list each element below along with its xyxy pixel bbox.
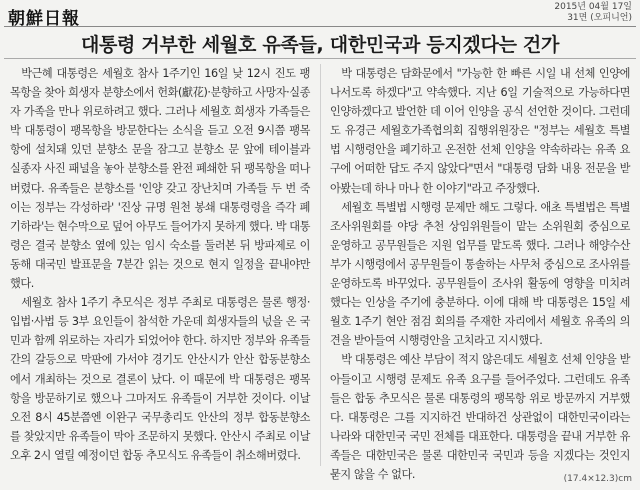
editorial-headline: 대통령 거부한 세월호 유족들, 대한민국과 등지겠다는 건가 — [80, 34, 560, 56]
paragraph: 박 대통령은 담화문에서 "가능한 한 빠른 시일 내 선체 인양에 나서도록 하겠다"고 약속했다. 지난 6일 기술적으로 가능하다면 인양하겠다고 발언한 데 이어 인양을 공식 선언한 것이다. 그런데도 유경근 세월호가족협의회 집행위원장은 "정부는 세월호 특별법 시행령안을 폐기하고 온전한 선체 인양을 약속하라는 유족 요구에 어떠한 답도 주지 않았다"면서 "대통령 담화 내용 전문을 받아봤는데 하나 마나 한 이야기"라고 주장했다. — [330, 67, 630, 195]
headline-rule — [4, 58, 636, 59]
right-column — [330, 64, 630, 484]
newspaper-logo: 朝鮮日報 — [8, 9, 80, 29]
page-section: 31면 (오피니언) — [567, 13, 632, 23]
top-rule — [4, 26, 636, 27]
publish-date: 2015년 04월 17일 — [554, 2, 632, 12]
masthead — [0, 0, 640, 29]
clipping-size-note: (17.4×12.3)cm — [563, 474, 632, 484]
paragraph: 박 대통령은 예산 부담이 적지 않은데도 세월호 선체 인양을 받아들이고 시행령 문제도 유족 요구를 들어주었다. 그런데도 유족들은 합동 추모식은 물론 대통령의 팽목항 위로 방문까지 거부했다. 대통령은 그를 지지하건 반대하건 상관없이 대한민국이라는 나라와 대한민국 국민 전체를 대표한다. 대통령을 끝내 거부한 유족들은 대한민국은 물론 대한민국 국민과 등을 지겠다는 것인지 묻지 않을 수 없다. — [330, 353, 630, 481]
paragraph: 세월호 특별법 시행령 문제만 해도 그렇다. 애초 특별법은 특별조사위원회를 야당 추천 상임위원들이 맡는 소위원회 중심으로 운영하고 공무원들은 지원 업무를 맡도록 했다. 그러나 해양수산부가 시행령에서 공무원들이 통솔하는 사무처 중심으로 조사위를 운영하도록 바꾸었다. 공무원들이 조사위 활동에 영향을 미치려 했다는 인상을 주기에 충분하다. 이에 대해 박 대통령은 15일 세월호 1주기 현안 점검 회의를 주재한 자리에서 세월호 유족의 의견을 받아들여 시행령안을 고치라고 지시했다. — [330, 200, 630, 348]
paragraph: 세월호 참사 1주기 추모식은 정부 주최로 대통령은 물론 행정·입법·사법 등 3부 요인들이 참석한 가운데 희생자들의 넋을 온 국민과 함께 위로하는 자리가 되었어야 한다. 하지만 정부와 유족들 간의 갈등으로 막판에 가서야 경기도 안산시가 안산 합동분향소에서 개최하는 것으로 결론이 났다. 이 때문에 박 대통령은 팽목항을 방문하기로 했으나 그마저도 유족들이 거부한 것이다. 이날 오전 8시 45분쯤엔 이완구 국무총리도 안산의 정부 합동분향소를 찾았지만 유족들이 막아 조문하지 못했다. 안산시 주최로 이날 오후 2시 열릴 예정이던 합동 추모식도 유족들이 취소해버렸다. — [10, 296, 310, 462]
left-column — [10, 64, 310, 465]
dateline — [554, 2, 632, 24]
paragraph: 박근혜 대통령은 세월호 참사 1주기인 16일 낮 12시 진도 팽목항을 찾아 희생자 분향소에서 헌화(獻花)·분향하고 사망자·실종자 가족을 만나 위로하려고 했다. 그러나 세월호 희생자 가족들은 박 대통령이 팽목항을 방문한다는 소식을 듣고 오전 9시쯤 팽목항에 설치돼 있던 분향소 문을 잠그고 분향소 문 앞에 테이블과 실종자 사진 패널을 놓아 분향소를 완전 폐쇄한 뒤 팽목항을 떠나버렸다. 유족들은 분향소를 '인양 갖고 장난치며 가족들 두 번 죽이는 정부는 각성하라' '진상 규명 원천 봉쇄 대통령령을 즉각 폐기하라'는 현수막으로 덮어 아무도 들어가지 못하게 했다. 박 대통령은 결국 분향소 옆에 있는 임시 숙소를 둘러본 뒤 방파제로 이동해 대국민 발표문을 7분간 읽는 것으로 현지 일정을 끝내야만 했다. — [10, 67, 310, 291]
column-divider — [320, 64, 321, 466]
